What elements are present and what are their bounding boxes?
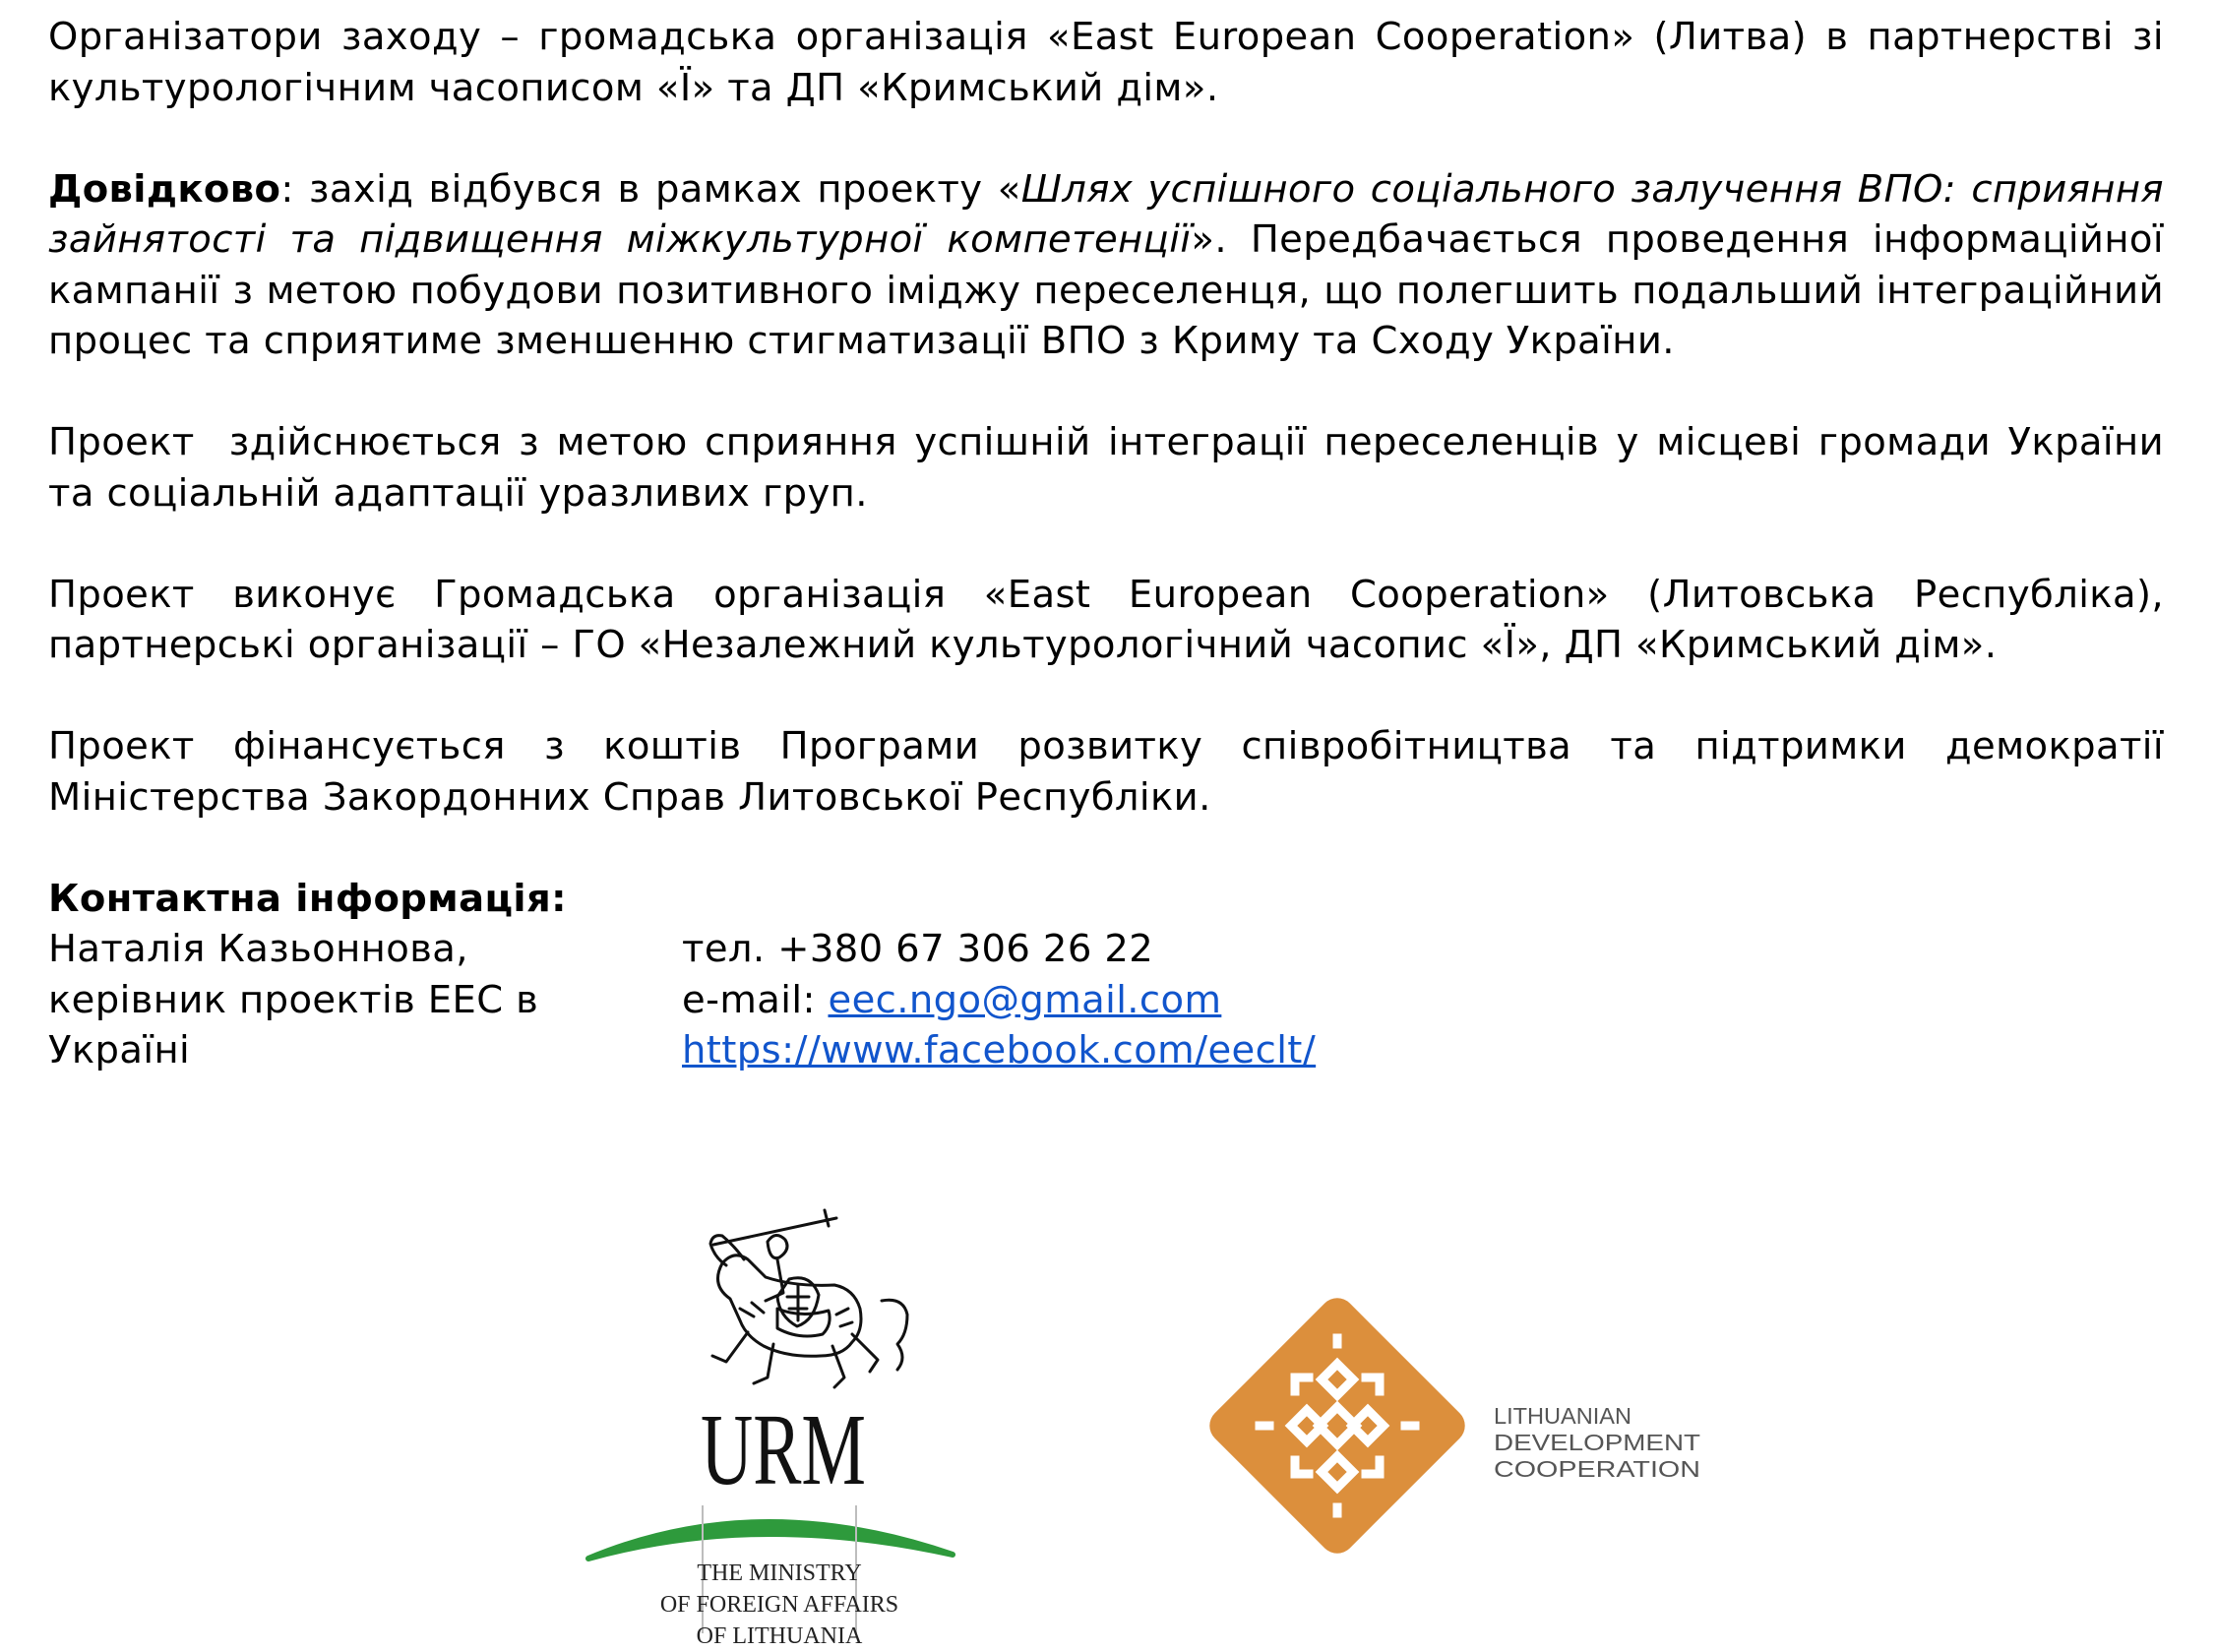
vytis-knight-emblem — [710, 1210, 907, 1387]
email-link[interactable]: eec.ngo@gmail.com — [828, 977, 1222, 1022]
urm-green-arc — [588, 1522, 953, 1559]
contact-phone: тел. +380 67 306 26 22 — [682, 927, 1154, 971]
contact-country: Україні — [48, 1028, 191, 1072]
contact-role: керівник проектів ЕЕС в — [48, 977, 539, 1022]
organizers-paragraph: Організатори заходу – громадська організація «East European Cooperation» (Литва) в партнерстві зі культурологічним часописом «Ї» та ДП «Кримський дім». — [48, 15, 2164, 110]
contact-email-row — [682, 975, 2164, 1026]
project-funding-paragraph: Проект фінансується з коштів Програми розвитку співробітництва та підтримки демократії Міністерства Закордонних Справ Литовської Республіки. — [48, 724, 2164, 820]
document-body — [48, 12, 2177, 1076]
urm-acronym: URM — [701, 1393, 866, 1506]
reference-rest: ». Передбачається проведення інформаційної кампанії з метою побудови позитивного іміджу переселенця, що полегшить подальший інтеграційний процес та сприятиме зменшенню стигматизації ВПО з Криму та Сходу України. — [48, 217, 2164, 363]
urm-line3: OF LITHUANIA — [696, 1623, 863, 1649]
contact-facebook-row — [682, 1025, 2164, 1076]
ldc-line2: DEVELOPMENT — [1494, 1430, 1700, 1455]
project-goal-paragraph: Проект здійснюється з метою сприяння успішній інтеграції переселенців у місцеві громади України та соціальній адаптації уразливих груп. — [48, 420, 2177, 516]
project-title: Шлях успішного соціального залучення ВПО: сприяння зайнятості та підвищення міжкультурної компетенції — [48, 166, 2164, 262]
ldc-ornament-pattern — [1260, 1338, 1415, 1513]
reference-label: Довідково — [48, 166, 281, 212]
ldc-logo — [1202, 1291, 1700, 1560]
email-label: e-mail: — [682, 977, 829, 1022]
urm-line2: OF FOREIGN AFFAIRS — [659, 1592, 899, 1618]
contact-section — [48, 874, 2164, 1076]
contact-name: Наталія Казьоннова, — [48, 927, 468, 971]
reference-separator: : захід відбувся в рамках проекту « — [280, 166, 1021, 212]
project-executor-paragraph: Проект виконує Громадська організація «East European Cooperation» (Литовська Республіка), партнерські організації – ГО «Незалежний культурологічний часопис «Ї», ДП «Кримський дім». — [48, 572, 2164, 667]
urm-line1: THE MINISTRY — [697, 1560, 862, 1586]
ldc-line1: LITHUANIAN — [1494, 1403, 1631, 1429]
facebook-link[interactable]: https://www.facebook.com/eeclt/ — [682, 1028, 1317, 1072]
reference-paragraph — [48, 164, 2164, 367]
urm-logo — [588, 1210, 953, 1649]
ldc-orange-diamond — [1202, 1291, 1472, 1560]
ldc-line3: COOPERATION — [1494, 1456, 1700, 1482]
contact-title: Контактна інформація: — [48, 876, 567, 921]
contact-grid — [48, 924, 2164, 1076]
